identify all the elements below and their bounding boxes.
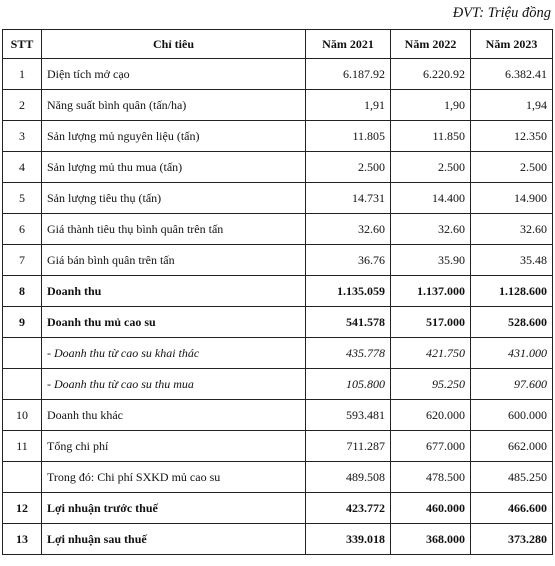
row-value-2022: 368.000 — [391, 524, 471, 555]
row-indicator: Diện tích mở cạo — [42, 59, 306, 90]
row-value-2022: 677.000 — [391, 431, 471, 462]
row-value-2021: 1.135.059 — [306, 276, 391, 307]
table-row — [3, 493, 553, 524]
row-stt: 13 — [3, 524, 42, 555]
row-stt: 8 — [3, 276, 42, 307]
table-row — [3, 462, 553, 493]
row-indicator: Giá bán bình quân trên tấn — [42, 245, 306, 276]
row-value-2023: 97.600 — [471, 369, 553, 400]
row-stt: 12 — [3, 493, 42, 524]
row-stt — [3, 369, 42, 400]
row-value-2021: 711.287 — [306, 431, 391, 462]
table-header-row — [3, 30, 553, 59]
row-stt: 4 — [3, 152, 42, 183]
row-value-2021: 435.778 — [306, 338, 391, 369]
row-value-2023: 373.280 — [471, 524, 553, 555]
row-stt — [3, 338, 42, 369]
table-row — [3, 90, 553, 121]
row-value-2023: 1.128.600 — [471, 276, 553, 307]
row-value-2023: 662.000 — [471, 431, 553, 462]
row-indicator: Doanh thu — [42, 276, 306, 307]
header-stt: STT — [3, 30, 42, 59]
table-row — [3, 183, 553, 214]
header-indicator: Chỉ tiêu — [42, 30, 306, 59]
row-value-2021: 11.805 — [306, 121, 391, 152]
row-indicator: Lợi nhuận trước thuế — [42, 493, 306, 524]
row-value-2023: 600.000 — [471, 400, 553, 431]
row-value-2021: 489.508 — [306, 462, 391, 493]
row-value-2022: 6.220.92 — [391, 59, 471, 90]
table-row — [3, 369, 553, 400]
row-stt: 11 — [3, 431, 42, 462]
header-year-2023: Năm 2023 — [471, 30, 553, 59]
row-stt: 2 — [3, 90, 42, 121]
row-value-2021: 36.76 — [306, 245, 391, 276]
unit-note: ĐVT: Triệu đồng — [452, 5, 551, 21]
row-value-2023: 14.900 — [471, 183, 553, 214]
row-indicator: Năng suất bình quân (tấn/ha) — [42, 90, 306, 121]
row-indicator: Lợi nhuận sau thuế — [42, 524, 306, 555]
row-indicator: Sản lượng mủ nguyên liệu (tấn) — [42, 121, 306, 152]
table-row — [3, 152, 553, 183]
row-stt — [3, 462, 42, 493]
table-row — [3, 121, 553, 152]
table-row — [3, 524, 553, 555]
row-value-2023: 35.48 — [471, 245, 553, 276]
row-stt: 3 — [3, 121, 42, 152]
table-body — [3, 59, 553, 555]
row-value-2023: 528.600 — [471, 307, 553, 338]
table-row — [3, 276, 553, 307]
row-stt: 7 — [3, 245, 42, 276]
table-row — [3, 307, 553, 338]
row-value-2021: 541.578 — [306, 307, 391, 338]
header-year-2021: Năm 2021 — [306, 30, 391, 59]
row-value-2021: 1,91 — [306, 90, 391, 121]
row-value-2022: 517.000 — [391, 307, 471, 338]
row-indicator: Trong đó: Chi phí SXKD mủ cao su — [42, 462, 306, 493]
row-value-2022: 1,90 — [391, 90, 471, 121]
row-value-2021: 339.018 — [306, 524, 391, 555]
row-value-2021: 6.187.92 — [306, 59, 391, 90]
row-indicator: - Doanh thu từ cao su khai thác — [42, 338, 306, 369]
table-row — [3, 338, 553, 369]
row-value-2022: 14.400 — [391, 183, 471, 214]
table-row — [3, 59, 553, 90]
row-value-2022: 1.137.000 — [391, 276, 471, 307]
table-row — [3, 431, 553, 462]
row-value-2021: 2.500 — [306, 152, 391, 183]
row-indicator: Sản lượng tiêu thụ (tấn) — [42, 183, 306, 214]
row-stt: 5 — [3, 183, 42, 214]
financial-table — [2, 29, 553, 555]
row-value-2022: 421.750 — [391, 338, 471, 369]
row-value-2022: 11.850 — [391, 121, 471, 152]
row-indicator: Sản lượng mủ thu mua (tấn) — [42, 152, 306, 183]
row-indicator: - Doanh thu từ cao su thu mua — [42, 369, 306, 400]
row-indicator: Giá thành tiêu thụ bình quân trên tấn — [42, 214, 306, 245]
table-row — [3, 214, 553, 245]
row-value-2022: 620.000 — [391, 400, 471, 431]
row-value-2022: 32.60 — [391, 214, 471, 245]
row-value-2021: 32.60 — [306, 214, 391, 245]
row-value-2021: 105.800 — [306, 369, 391, 400]
row-value-2023: 1,94 — [471, 90, 553, 121]
row-stt: 6 — [3, 214, 42, 245]
row-value-2021: 593.481 — [306, 400, 391, 431]
row-value-2023: 431.000 — [471, 338, 553, 369]
table-row — [3, 245, 553, 276]
row-value-2023: 12.350 — [471, 121, 553, 152]
row-value-2023: 6.382.41 — [471, 59, 553, 90]
row-value-2021: 14.731 — [306, 183, 391, 214]
row-value-2023: 2.500 — [471, 152, 553, 183]
row-indicator: Doanh thu khác — [42, 400, 306, 431]
row-value-2023: 466.600 — [471, 493, 553, 524]
row-value-2022: 478.500 — [391, 462, 471, 493]
row-value-2022: 35.90 — [391, 245, 471, 276]
row-indicator: Tổng chi phí — [42, 431, 306, 462]
header-year-2022: Năm 2022 — [391, 30, 471, 59]
table-row — [3, 400, 553, 431]
row-stt: 1 — [3, 59, 42, 90]
row-value-2022: 95.250 — [391, 369, 471, 400]
row-stt: 9 — [3, 307, 42, 338]
row-value-2023: 485.250 — [471, 462, 553, 493]
row-value-2022: 460.000 — [391, 493, 471, 524]
row-value-2022: 2.500 — [391, 152, 471, 183]
row-stt: 10 — [3, 400, 42, 431]
row-value-2021: 423.772 — [306, 493, 391, 524]
row-indicator: Doanh thu mủ cao su — [42, 307, 306, 338]
row-value-2023: 32.60 — [471, 214, 553, 245]
